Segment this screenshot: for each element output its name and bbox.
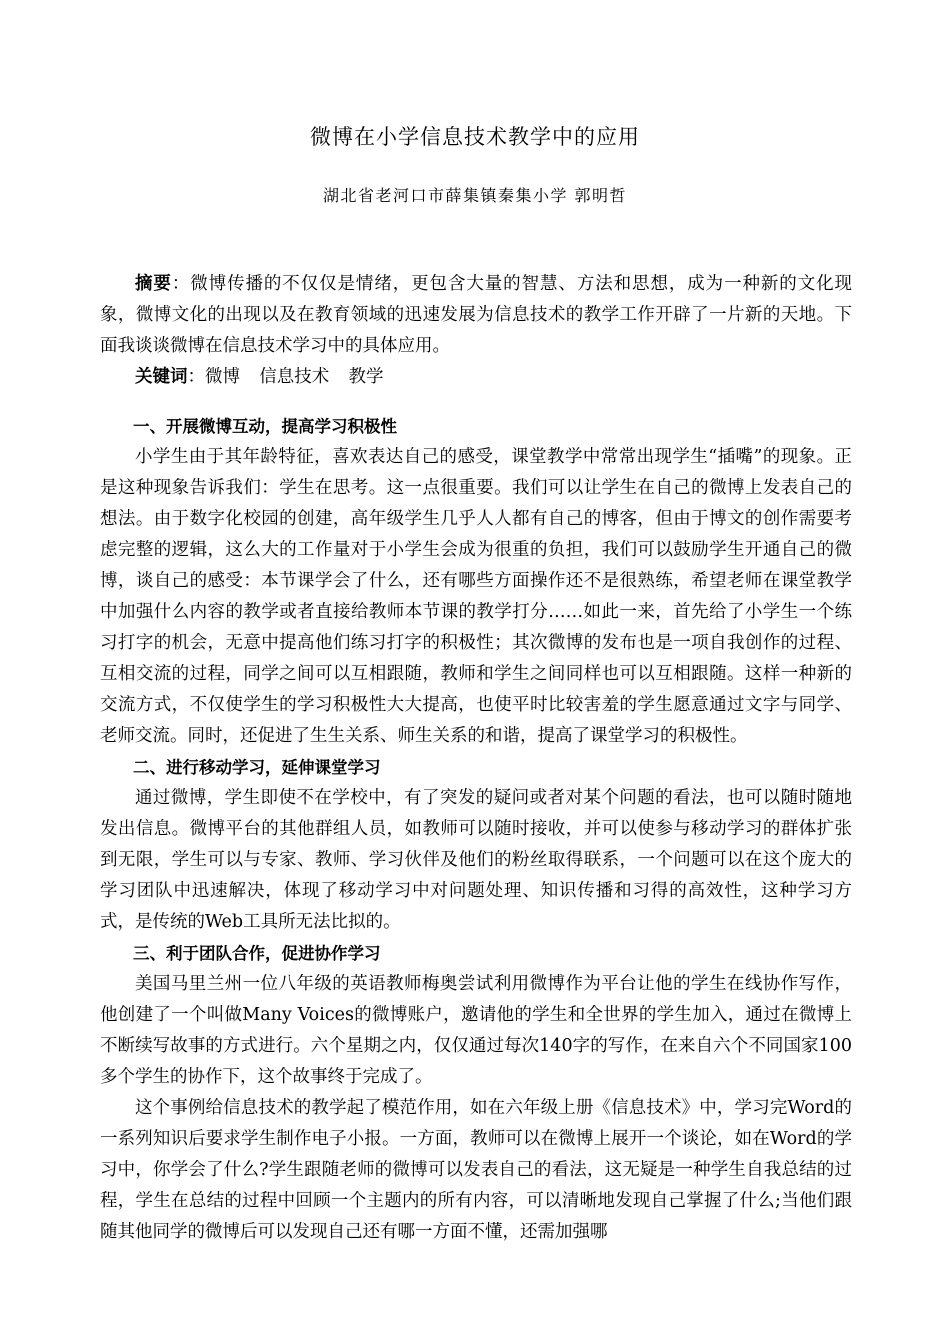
author-line: 湖北省老河口市薛集镇秦集小学 郭明哲	[322, 186, 628, 205]
abstract-paragraph	[100, 269, 852, 362]
keyword-item: 教学	[348, 367, 384, 387]
section-paragraph: 美国马里兰州一位八年级的英语教师梅奥尝试利用微博作为平台让他的学生在线协作写作，他创建了一个叫做Many Voices的微博账户，邀请他的学生和全世界的学生加入，通过在微博上不断续写故事的方式进行。六个星期之内，仅仅通过每次140字的写作，在来自六个不同国家100多个学生的协作下，这个故事终于完成了。	[100, 974, 852, 1087]
section-paragraph: 通过微博，学生即使不在学校中，有了突发的疑问或者对某个问题的看法，也可以随时随地发出信息。微博平台的其他群组人员，如教师可以随时接收，并可以使参与移动学习的群体扩张到无限，学生可以与专家、教师、学习伙伴及他们的粉丝取得联系，一个问题可以在这个庞大的学习团队中迅速解决，体现了移动学习中对问题处理、知识传播和习得的高效性，这种学习方式，是传统的Web工具所无法比拟的。	[100, 788, 852, 932]
abstract-separator: ：	[171, 274, 191, 294]
section-heading: 一、开展微博互动，提高学习积极性	[133, 417, 397, 436]
keywords-line	[100, 362, 852, 393]
abstract-label: 摘要	[135, 274, 172, 294]
keywords-label: 关键词	[135, 367, 188, 387]
keyword-item: 信息技术	[259, 367, 330, 387]
section-heading: 二、进行移动学习，延伸课堂学习	[133, 758, 381, 777]
keyword-item: 微博	[205, 367, 240, 387]
section-spacer	[100, 393, 852, 411]
keywords-separator: ：	[187, 367, 205, 387]
document-title: 微博在小学信息技术教学中的应用	[310, 125, 640, 149]
section-paragraph: 这个事例给信息技术的教学起了模范作用，如在六年级上册《信息技术》中，学习完Word的一系列知识后要求学生制作电子小报。一方面，教师可以在微博上展开一个谈论，如在Word的学习中，你学会了什么?学生跟随老师的微博可以发表自己的看法，这无疑是一种学生自我总结的过程，学生在总结的过程中回顾一个主题内的所有内容，可以清晰地发现自己掌握了什么;当他们跟随其他同学的微博后可以发现自己还有哪一方面不懂，还需加强哪	[100, 1098, 852, 1242]
abstract-text: 微博传播的不仅仅是情绪，更包含大量的智慧、方法和思想，成为一种新的文化现象，微博文化的出现以及在教育领域的迅速发展为信息技术的教学工作开辟了一片新的天地。下面我谈谈微博在信息技术学习中的具体应用。	[100, 274, 853, 356]
section-paragraph: 小学生由于其年龄特征，喜欢表达自己的感受，课堂教学中常常出现学生“插嘴”的现象。正是这种现象告诉我们：学生在思考。这一点很重要。我们可以让学生在自己的微博上发表自己的想法。由于数字化校园的创建，高年级学生几乎人人都有自己的博客，但由于博文的创作需要考虑完整的逻辑，这么大的工作量对于小学生会成为很重的负担，我们可以鼓励学生开通自己的微博，谈自己的感受：本节课学会了什么，还有哪些方面操作还不是很熟练，希望老师在课堂教学中加强什么内容的教学或者直接给教师本节课的教学打分……如此一来，首先给了小学生一个练习打字的机会，无意中提高他们练习打字的积极性；其次微博的发布也是一项自我创作的过程、互相交流的过程，同学之间可以互相跟随，教师和学生之间同样也可以互相跟随。这样一种新的交流方式，不仅使学生的学习积极性大大提高，也使平时比较害羞的学生愿意通过文字与同学、老师交流。同时，还促进了生生关系、师生关系的和谐，提高了课堂学习的积极性。	[100, 447, 852, 746]
section-heading: 三、利于团队合作，促进协作学习	[133, 944, 381, 963]
document-body	[100, 269, 852, 1248]
